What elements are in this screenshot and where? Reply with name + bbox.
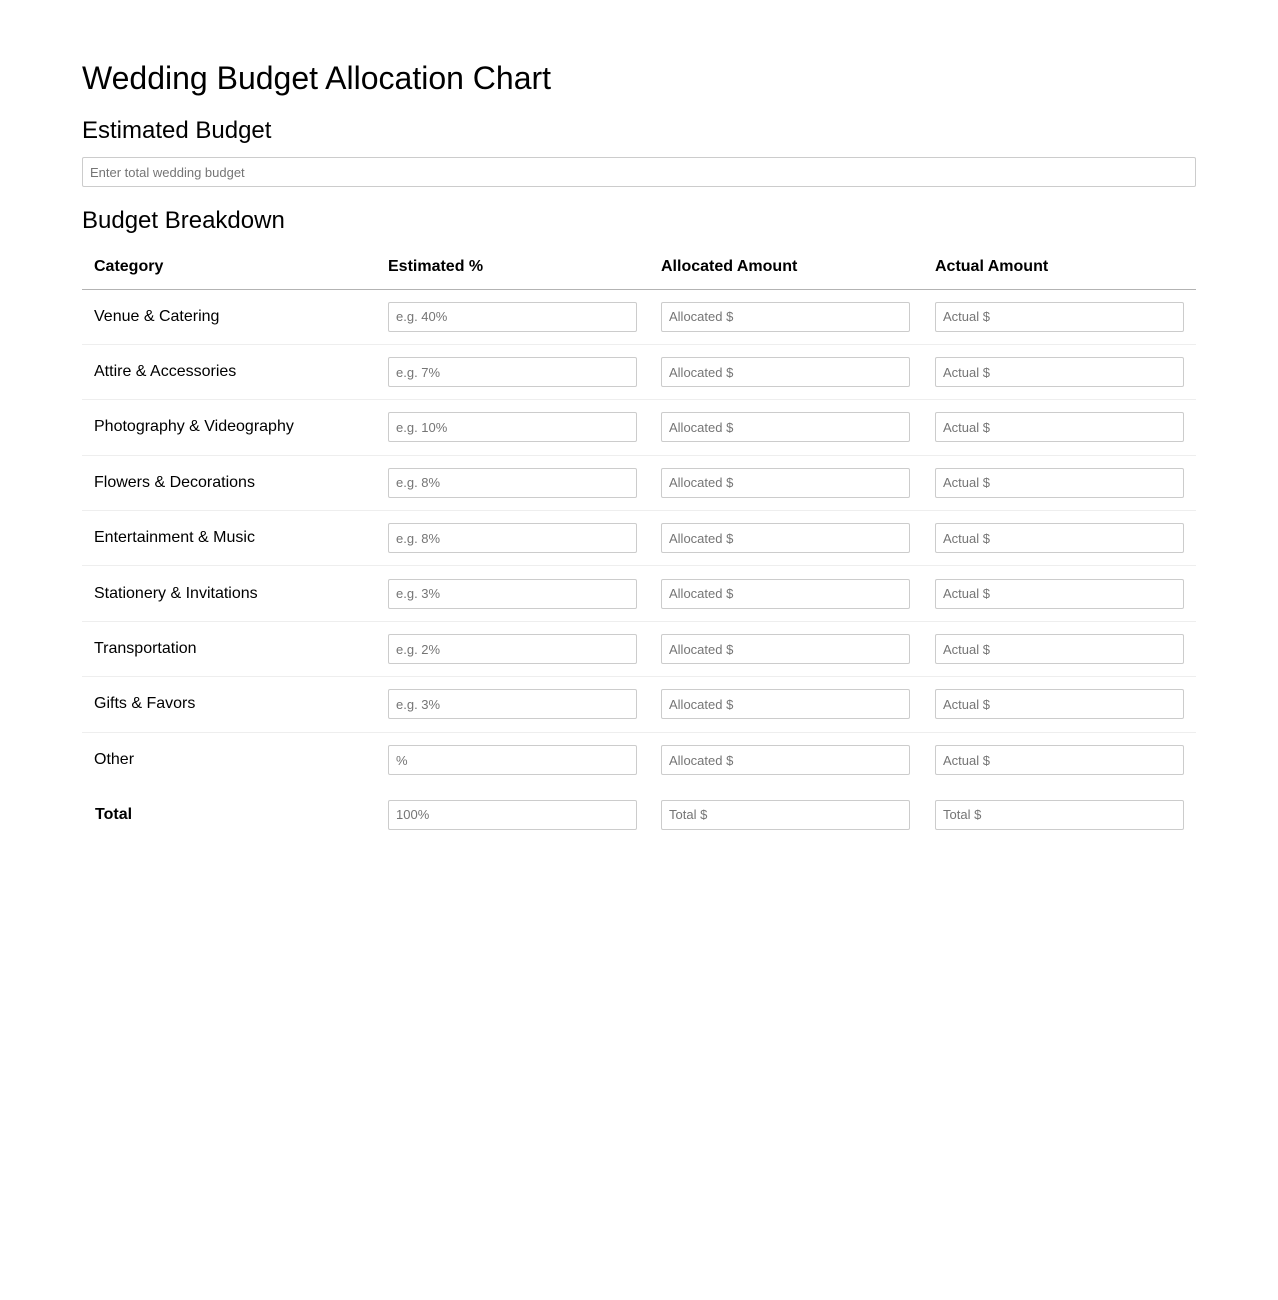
total-allocated-input[interactable] — [661, 800, 910, 830]
column-header-allocated-amount: Allocated Amount — [649, 246, 923, 289]
estimated-percent-input[interactable] — [388, 579, 637, 609]
actual-amount-input[interactable] — [935, 468, 1184, 498]
estimated-budget-heading: Estimated Budget — [82, 117, 272, 144]
category-label: Transportation — [82, 621, 376, 676]
total-budget-input[interactable] — [82, 157, 1196, 187]
actual-amount-input[interactable] — [935, 634, 1184, 664]
category-label: Stationery & Invitations — [82, 566, 376, 621]
table-row — [82, 732, 1196, 787]
category-label: Venue & Catering — [82, 289, 376, 344]
column-header-category: Category — [82, 246, 376, 289]
category-label: Flowers & Decorations — [82, 455, 376, 510]
total-row — [82, 788, 1196, 842]
budget-breakdown-table — [82, 246, 1196, 842]
actual-amount-input[interactable] — [935, 412, 1184, 442]
table-row — [82, 677, 1196, 732]
table-row — [82, 566, 1196, 621]
estimated-percent-input[interactable] — [388, 634, 637, 664]
allocated-amount-input[interactable] — [661, 468, 910, 498]
page-title: Wedding Budget Allocation Chart — [82, 60, 552, 96]
allocated-amount-input[interactable] — [661, 634, 910, 664]
table-row — [82, 511, 1196, 566]
table-row — [82, 621, 1196, 676]
category-label: Other — [94, 751, 135, 769]
budget-breakdown-heading: Budget Breakdown — [82, 207, 285, 234]
allocated-amount-input[interactable] — [661, 689, 910, 719]
estimated-percent-input[interactable] — [388, 523, 637, 553]
table-row — [82, 289, 1196, 344]
actual-amount-input[interactable] — [935, 523, 1184, 553]
allocated-amount-input[interactable] — [661, 745, 910, 775]
allocated-amount-input[interactable] — [661, 523, 910, 553]
column-header-estimated-percent: Estimated % — [376, 246, 649, 289]
actual-amount-input[interactable] — [935, 689, 1184, 719]
actual-amount-input[interactable] — [935, 357, 1184, 387]
total-label: Total — [95, 805, 133, 823]
actual-amount-input[interactable] — [935, 302, 1184, 332]
category-label: Photography & Videography — [82, 400, 376, 455]
estimated-percent-input[interactable] — [388, 745, 637, 775]
estimated-percent-input[interactable] — [388, 468, 637, 498]
total-percent-input[interactable] — [388, 800, 637, 830]
total-actual-input[interactable] — [935, 800, 1184, 830]
estimated-percent-input[interactable] — [388, 689, 637, 719]
allocated-amount-input[interactable] — [661, 579, 910, 609]
allocated-amount-input[interactable] — [661, 302, 910, 332]
actual-amount-input[interactable] — [935, 745, 1184, 775]
category-label: Attire & Accessories — [82, 344, 376, 399]
table-header-row — [82, 246, 1196, 289]
estimated-percent-input[interactable] — [388, 412, 637, 442]
table-row — [82, 344, 1196, 399]
table-row — [82, 400, 1196, 455]
estimated-percent-input[interactable] — [388, 302, 637, 332]
allocated-amount-input[interactable] — [661, 357, 910, 387]
category-label: Entertainment & Music — [82, 511, 376, 566]
estimated-percent-input[interactable] — [388, 357, 637, 387]
category-label: Gifts & Favors — [82, 677, 376, 732]
allocated-amount-input[interactable] — [661, 412, 910, 442]
column-header-actual-amount: Actual Amount — [923, 246, 1196, 289]
actual-amount-input[interactable] — [935, 579, 1184, 609]
table-row — [82, 455, 1196, 510]
